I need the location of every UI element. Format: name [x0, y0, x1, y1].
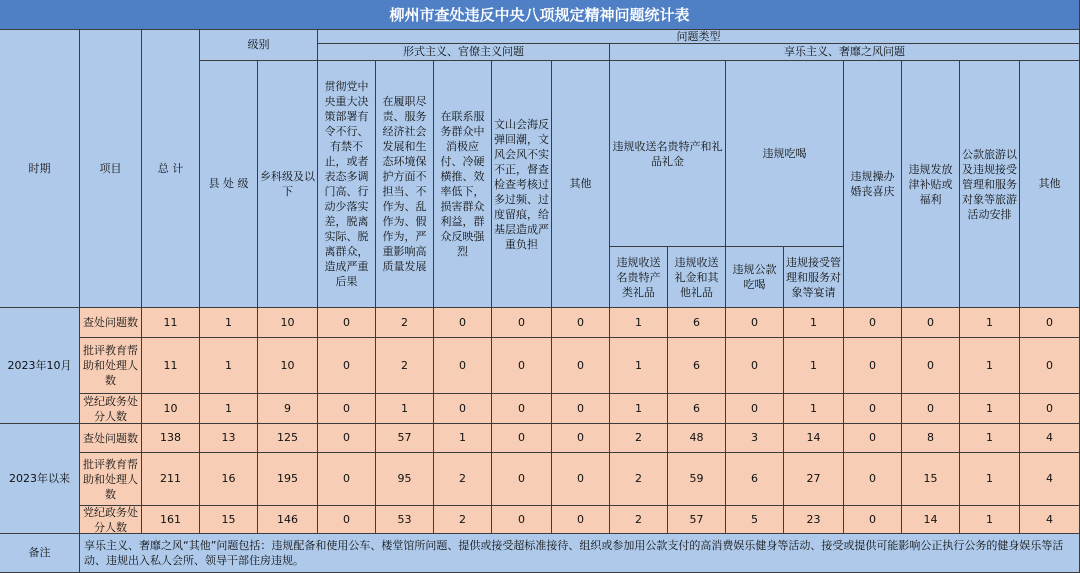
table-cell: 0	[318, 506, 376, 534]
table-cell: 13	[200, 424, 258, 453]
table-cell: 0	[434, 308, 492, 338]
table-cell: 138	[142, 424, 200, 453]
header-formalism-2: 在履职尽责、服务经济社会发展和生态环境保护方面不担当、不作为、乱作为、假作为，严重影响高质量发展	[376, 61, 434, 308]
table-cell: 2	[376, 338, 434, 394]
header-hedonism: 享乐主义、奢靡之风问题	[610, 44, 1080, 61]
table-cell: 0	[844, 424, 902, 453]
table-cell: 59	[668, 453, 726, 506]
table-cell: 1	[784, 308, 844, 338]
table-cell: 14	[902, 506, 960, 534]
table-cell: 2	[610, 453, 668, 506]
table-cell: 6	[668, 308, 726, 338]
table-cell: 0	[434, 338, 492, 394]
table-cell: 0	[552, 338, 610, 394]
period-label: 2023年10月	[0, 308, 80, 424]
table-cell: 11	[142, 338, 200, 394]
table-cell: 15	[902, 453, 960, 506]
table-cell: 1	[434, 424, 492, 453]
table-cell: 0	[726, 394, 784, 424]
table-cell: 1	[784, 394, 844, 424]
header-problem-type: 问题类型	[318, 30, 1080, 44]
table-cell: 1	[960, 424, 1020, 453]
table-cell: 0	[726, 308, 784, 338]
table-cell: 0	[552, 424, 610, 453]
table-cell: 4	[1020, 424, 1080, 453]
header-formalism-other: 其他	[552, 61, 610, 308]
table-cell: 3	[726, 424, 784, 453]
table-cell: 0	[844, 308, 902, 338]
table-title: 柳州市查处违反中央八项规定精神问题统计表	[0, 0, 1080, 30]
table-cell: 27	[784, 453, 844, 506]
table-cell: 0	[902, 394, 960, 424]
table-cell: 1	[200, 338, 258, 394]
table-cell: 2	[434, 453, 492, 506]
table-cell: 16	[200, 453, 258, 506]
table-cell: 23	[784, 506, 844, 534]
header-gift: 违规收送名贵特产和礼品礼金	[610, 61, 726, 247]
table-cell: 57	[376, 424, 434, 453]
row-item-label: 批评教育帮助和处理人数	[80, 338, 142, 394]
table-cell: 8	[902, 424, 960, 453]
table-cell: 10	[258, 338, 318, 394]
table-cell: 0	[492, 338, 552, 394]
table-cell: 1	[376, 394, 434, 424]
header-gift-specialty: 违规收送名贵特产类礼品	[610, 247, 668, 308]
table-cell: 4	[1020, 453, 1080, 506]
table-cell: 1	[200, 394, 258, 424]
table-cell: 0	[318, 338, 376, 394]
table-cell: 11	[142, 308, 200, 338]
header-period: 时期	[0, 30, 80, 308]
table-cell: 1	[784, 338, 844, 394]
header-level: 级别	[200, 30, 318, 61]
table-cell: 6	[668, 338, 726, 394]
table-cell: 0	[492, 424, 552, 453]
table-cell: 0	[844, 506, 902, 534]
table-cell: 0	[318, 424, 376, 453]
header-total: 总 计	[142, 30, 200, 308]
header-travel: 公款旅游以及违规接受管理和服务对象等旅游活动安排	[960, 61, 1020, 308]
period-label: 2023年以来	[0, 424, 80, 534]
table-cell: 10	[142, 394, 200, 424]
table-cell: 0	[552, 308, 610, 338]
table-cell: 1	[960, 394, 1020, 424]
table-cell: 1	[960, 308, 1020, 338]
table-cell: 57	[668, 506, 726, 534]
table-cell: 6	[726, 453, 784, 506]
table-cell: 0	[434, 394, 492, 424]
table-cell: 1	[610, 308, 668, 338]
table-cell: 125	[258, 424, 318, 453]
header-gift-money: 违规收送礼金和其他礼品	[668, 247, 726, 308]
table-cell: 146	[258, 506, 318, 534]
header-dining: 违规吃喝	[726, 61, 844, 247]
table-cell: 2	[434, 506, 492, 534]
header-county-level: 县 处 级	[200, 61, 258, 308]
header-formalism-3: 在联系服务群众中消极应付、冷硬横推、效率低下，损害群众利益，群众反映强烈	[434, 61, 492, 308]
table-cell: 0	[726, 338, 784, 394]
table-cell: 15	[200, 506, 258, 534]
table-cell: 0	[492, 394, 552, 424]
table-cell: 48	[668, 424, 726, 453]
row-item-label: 党纪政务处分人数	[80, 394, 142, 424]
table-cell: 0	[902, 338, 960, 394]
table-cell: 0	[844, 394, 902, 424]
table-cell: 10	[258, 308, 318, 338]
row-item-label: 批评教育帮助和处理人数	[80, 453, 142, 506]
table-cell: 2	[610, 506, 668, 534]
header-formalism-4: 文山会海反弹回潮，文风会风不实不正，督查检查考核过多过频、过度留痕，给基层造成严重负担	[492, 61, 552, 308]
table-cell: 0	[552, 506, 610, 534]
table-cell: 4	[1020, 506, 1080, 534]
table-cell: 0	[844, 453, 902, 506]
table-cell: 1	[610, 338, 668, 394]
table-cell: 0	[318, 308, 376, 338]
table-cell: 95	[376, 453, 434, 506]
table-cell: 6	[668, 394, 726, 424]
header-dining-public: 违规公款吃喝	[726, 247, 784, 308]
table-cell: 195	[258, 453, 318, 506]
header-township-level: 乡科级及以下	[258, 61, 318, 308]
header-item: 项目	[80, 30, 142, 308]
note-text: 享乐主义、奢靡之风“其他”问题包括：违规配备和使用公车、楼堂馆所问题、提供或接受超标准接待、组织或参加用公款支付的高消费娱乐健身等活动、接受或提供可能影响公正执行公务的健身娱乐等活动、违规出入私人会所、领导干部住房违规。	[80, 534, 1080, 573]
header-wedding: 违规操办婚丧喜庆	[844, 61, 902, 308]
table-cell: 0	[552, 394, 610, 424]
row-item-label: 查处问题数	[80, 308, 142, 338]
table-cell: 1	[200, 308, 258, 338]
table-cell: 0	[318, 453, 376, 506]
table-cell: 1	[610, 394, 668, 424]
header-subsidy: 违规发放津补贴或福利	[902, 61, 960, 308]
table-cell: 0	[844, 338, 902, 394]
header-formalism: 形式主义、官僚主义问题	[318, 44, 610, 61]
table-cell: 1	[960, 506, 1020, 534]
table-cell: 0	[492, 453, 552, 506]
table-cell: 0	[1020, 338, 1080, 394]
table-cell: 0	[492, 308, 552, 338]
table-cell: 53	[376, 506, 434, 534]
table-cell: 0	[1020, 308, 1080, 338]
table-cell: 0	[318, 394, 376, 424]
table-cell: 1	[960, 338, 1020, 394]
table-cell: 9	[258, 394, 318, 424]
table-cell: 1	[960, 453, 1020, 506]
header-dining-banquet: 违规接受管理和服务对象等宴请	[784, 247, 844, 308]
table-cell: 0	[902, 308, 960, 338]
row-item-label: 查处问题数	[80, 424, 142, 453]
table-cell: 0	[552, 453, 610, 506]
table-cell: 0	[1020, 394, 1080, 424]
table-cell: 2	[610, 424, 668, 453]
table-cell: 161	[142, 506, 200, 534]
table-cell: 5	[726, 506, 784, 534]
table-cell: 14	[784, 424, 844, 453]
header-formalism-1: 贯彻党中央重大决策部署有令不行、有禁不止，或者表态多调门高、行动少落实差，脱离实际、脱离群众，造成严重后果	[318, 61, 376, 308]
header-hedonism-other: 其他	[1020, 61, 1080, 308]
row-item-label: 党纪政务处分人数	[80, 506, 142, 534]
table-cell: 0	[492, 506, 552, 534]
table-cell: 211	[142, 453, 200, 506]
note-label: 备注	[0, 534, 80, 573]
table-cell: 2	[376, 308, 434, 338]
